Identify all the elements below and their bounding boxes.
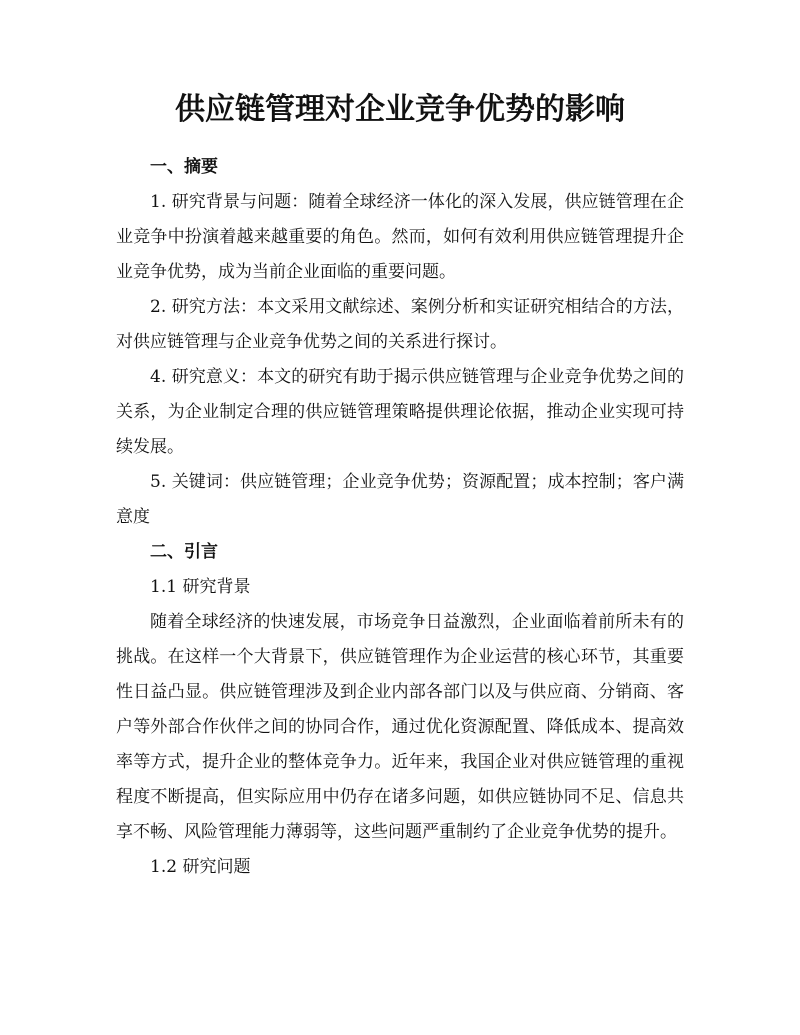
document-body	[116, 150, 684, 885]
abstract-paragraph-method: 2. 研究方法：本文采用文献综述、案例分析和实证研究相结合的方法，对供应链管理与企业竞争优势之间的关系进行探讨。	[116, 297, 684, 352]
abstract-paragraph-keywords: 5. 关键词：供应链管理；企业竞争优势；资源配置；成本控制；客户满意度	[116, 472, 684, 527]
intro-heading: 二、引言	[150, 542, 218, 562]
subsection-heading-1-2: 1.2 研究问题	[150, 857, 251, 877]
abstract-heading: 一、摘要	[150, 157, 218, 177]
subsection-heading-1-1: 1.1 研究背景	[150, 577, 251, 597]
document-title: 供应链管理对企业竞争优势的影响	[175, 92, 625, 127]
intro-paragraph: 随着全球经济的快速发展，市场竞争日益激烈，企业面临着前所未有的挑战。在这样一个大背景下，供应链管理作为企业运营的核心环节，其重要性日益凸显。供应链管理涉及到企业内部各部门以及与供应商、分销商、客户等外部合作伙伴之间的协同合作，通过优化资源配置、降低成本、提高效率等方式，提升企业的整体竞争力。近年来，我国企业对供应链管理的重视程度不断提高，但实际应用中仍存在诸多问题，如供应链协同不足、信息共享不畅、风险管理能力薄弱等，这些问题严重制约了企业竞争优势的提升。	[116, 612, 684, 842]
abstract-paragraph-background: 1. 研究背景与问题：随着全球经济一体化的深入发展，供应链管理在企业竞争中扮演着越来越重要的角色。然而，如何有效利用供应链管理提升企业竞争优势，成为当前企业面临的重要问题。	[116, 192, 684, 282]
abstract-paragraph-significance: 4. 研究意义：本文的研究有助于揭示供应链管理与企业竞争优势之间的关系，为企业制定合理的供应链管理策略提供理论依据，推动企业实现可持续发展。	[116, 367, 684, 457]
